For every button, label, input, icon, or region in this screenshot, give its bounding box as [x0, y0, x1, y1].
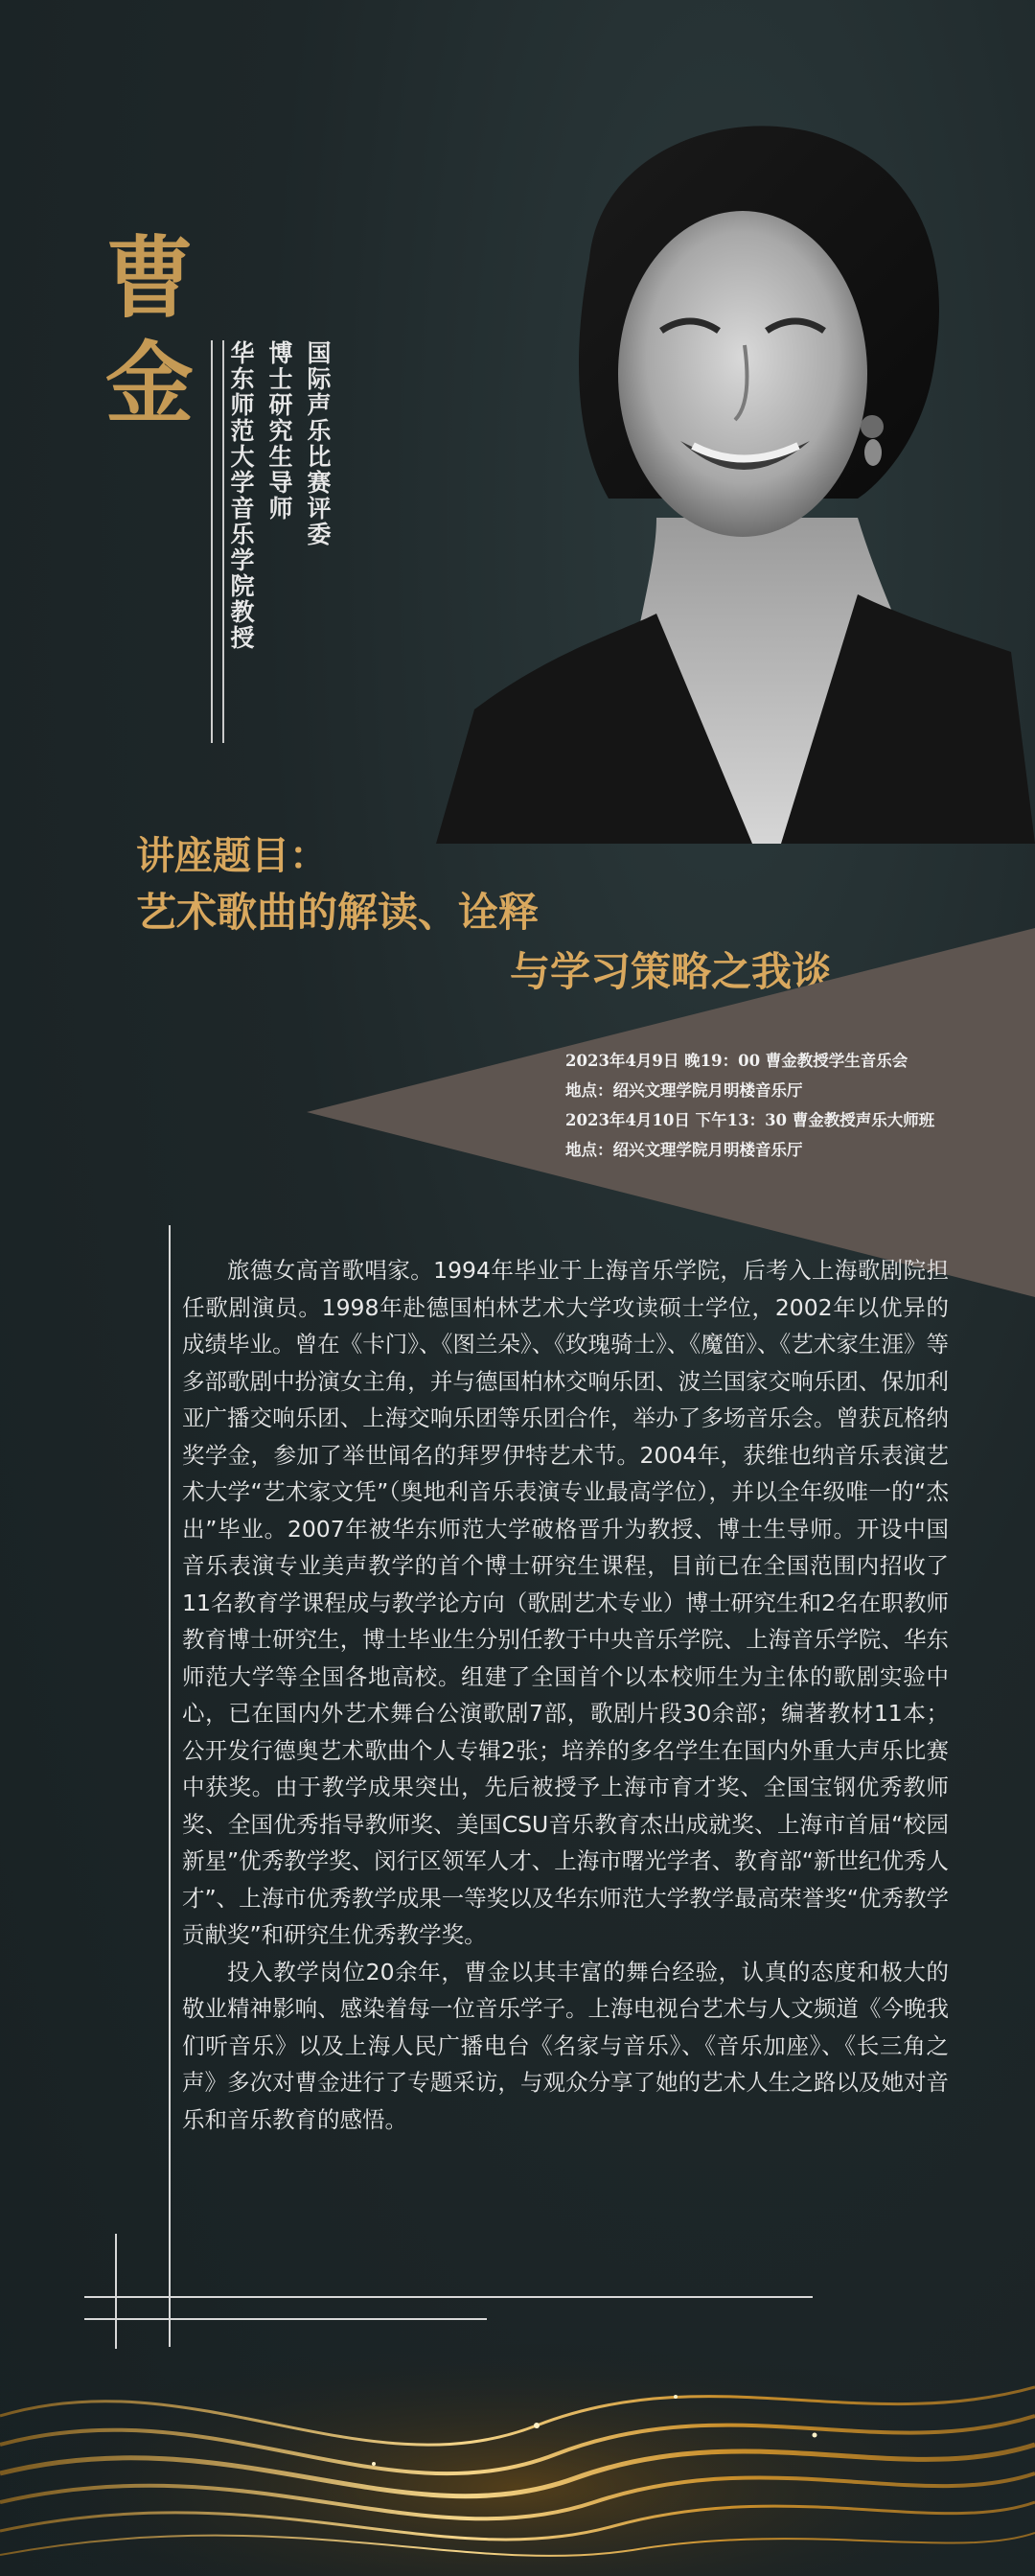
- title-divider: [211, 340, 213, 743]
- event-1: 2023年4月9日 晚19：00 曹金教授学生音乐会: [565, 1052, 908, 1070]
- venue-1: 地点：绍兴文理学院月明楼音乐厅: [565, 1081, 803, 1100]
- bio-paragraph-2: 投入教学岗位20余年，曹金以其丰富的舞台经验，认真的态度和极大的敬业精神影响、感染着每一位音乐学子。上海电视台艺术与人文频道《今晚我们听音乐》以及上海人民广播电台《名家与音乐》、《音乐加座》、《长三角之声》多次对曹金进行了专题采访，与观众分享了她的艺术人生之路以及她对音乐和音乐教育的感悟。: [182, 1958, 949, 2133]
- portrait-photo: [436, 115, 1035, 844]
- title-line-3: 华东师范大学音乐学院教授: [227, 340, 255, 651]
- event-schedule: [565, 1050, 1016, 1169]
- lecture-title-line-1: 艺术歌曲的解读、诠释: [136, 889, 540, 936]
- title-line-1: 国际声乐比赛评委: [304, 340, 332, 547]
- bio-paragraph-1: 旅德女高音歌唱家。1994年毕业于上海音乐学院，后考入上海歌剧院担任歌剧演员。1998年赴德国柏林艺术大学攻读硕士学位，2002年以优异的成绩毕业。曾在《卡门》、《图兰朵》、《玫瑰骑士》、《魔笛》、《艺术家生涯》等多部歌剧中扮演女主角，并与德国柏林交响乐团、波兰国家交响乐团、保加利亚广播交响乐团、上海交响乐团等乐团合作，举办了多场音乐会。曾获瓦格纳奖学金，参加了举世闻名的拜罗伊特艺术节。2004年，获维也纳音乐表演艺术大学“艺术家文凭”（奥地利音乐表演专业最高学位），并以全年级唯一的“杰出”毕业。2007年被华东师范大学破格晋升为教授、博士生导师。开设中国音乐表演专业美声教学的首个博士研究生课程，目前已在全国范围内招收了11名教育学课程成与教学论方向（歌剧艺术专业）博士研究生和2名在职教师教育博士研究生，博士毕业生分别任教于中央音乐学院、上海音乐学院、华东师范大学等全国各地高校。组建了全国首个以本校师生为主体的歌剧实验中心，已在国内外艺术舞台公演歌剧7部，歌剧片段30余部；编著教材11本；公开发行德奥艺术歌曲个人专辑2张；培养的多名学生在国内外重大声乐比赛中获奖。由于教学成果突出，先后被授予上海市育才奖、全国宝钢优秀教师奖、全国优秀指导教师奖、美国CSU音乐教育杰出成就奖、上海市首届“校园新星”优秀教学奖、闵行区领军人才、上海市曙光学者、教育部“新世纪优秀人才”、上海市优秀教学成果一等奖以及华东师范大学教学最高荣誉奖“优秀教学贡献奖”和研究生优秀教学奖。: [182, 1257, 949, 1948]
- name-char-1: 曹: [105, 226, 195, 330]
- event-2: 2023年4月10日 下午13：30 曹金教授声乐大师班: [565, 1111, 935, 1129]
- bio-frame-left-line: [169, 1225, 171, 2347]
- name-char-2: 金: [105, 332, 195, 435]
- speaker-titles: [222, 340, 334, 743]
- speaker-name: [105, 225, 195, 436]
- venue-2: 地点：绍兴文理学院月明楼音乐厅: [565, 1141, 803, 1159]
- biography: [182, 1252, 949, 2138]
- lecture-title-line-2: 与学习策略之我谈: [510, 948, 833, 995]
- gold-wave-decoration: [0, 2282, 1035, 2576]
- lecture-label: 讲座题目：: [136, 833, 328, 878]
- title-line-2: 博士研究生导师: [265, 340, 293, 522]
